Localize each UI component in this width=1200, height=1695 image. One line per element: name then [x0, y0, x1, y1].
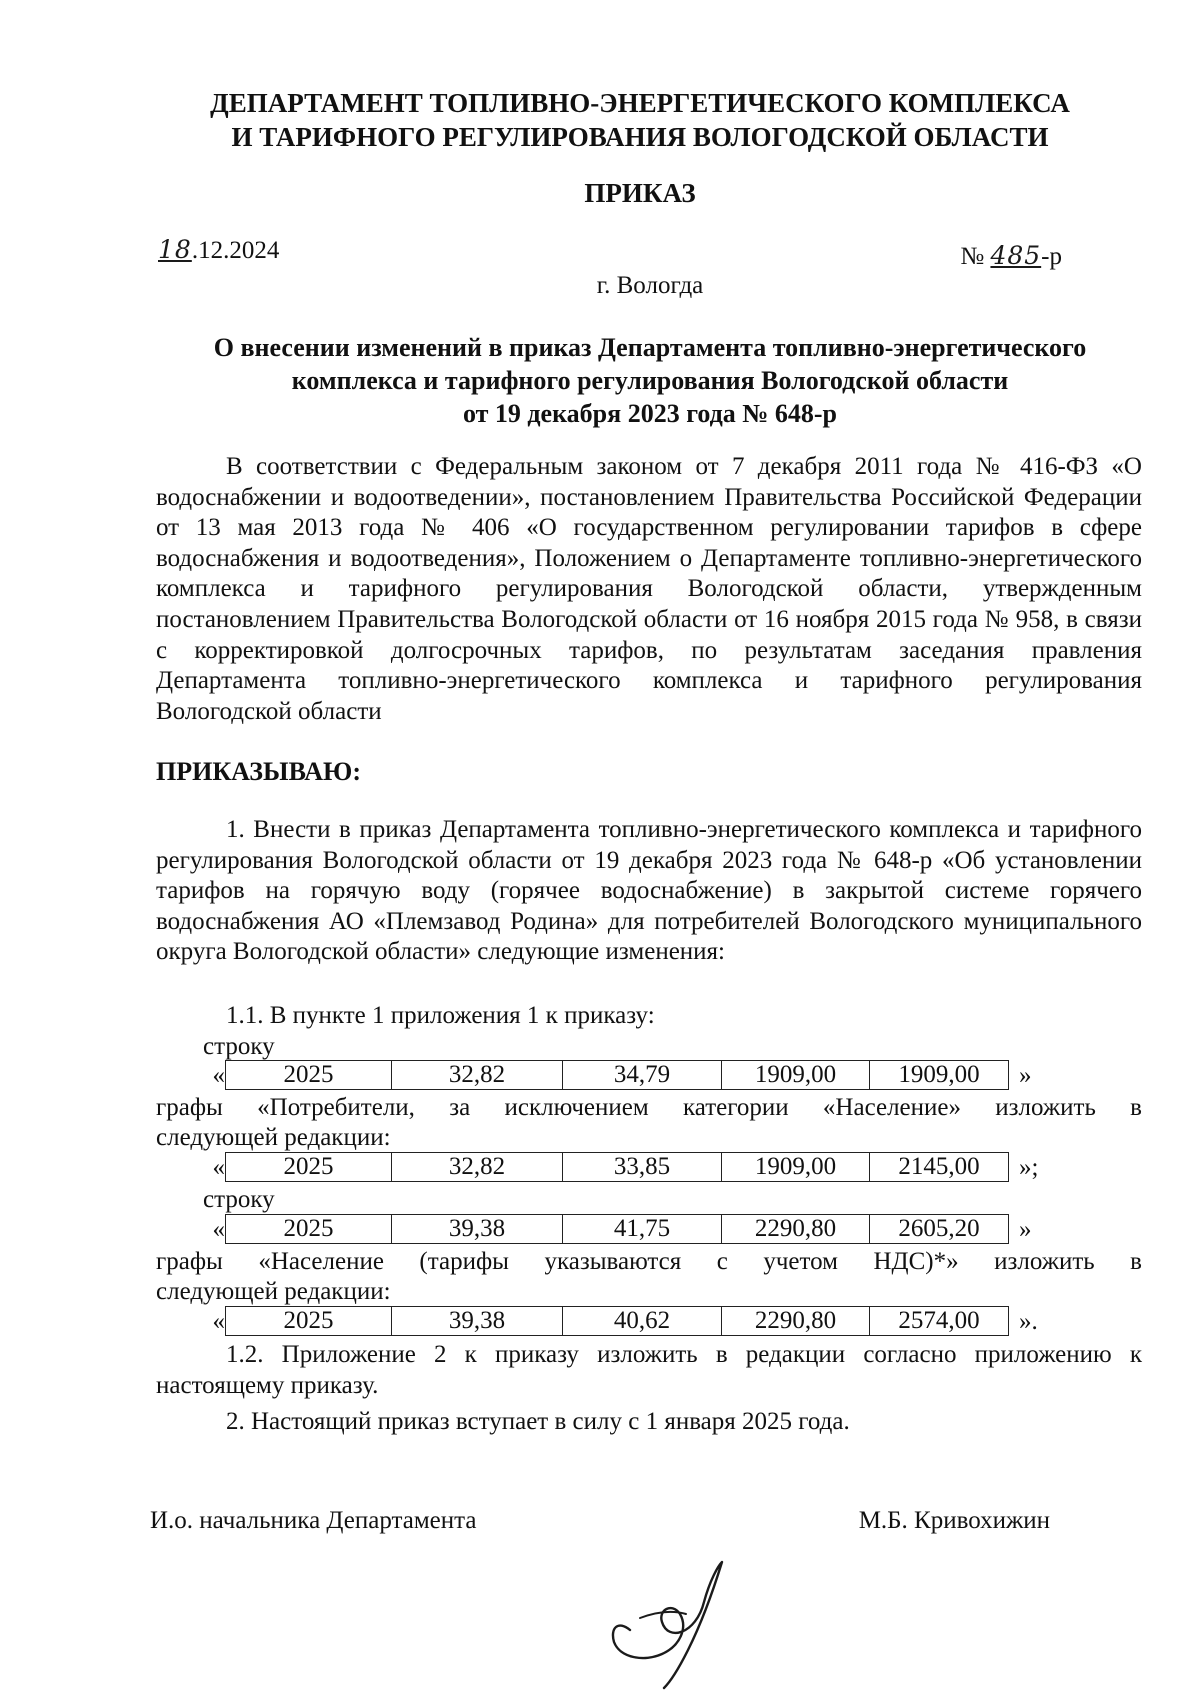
document-type: ПРИКАЗ — [584, 178, 696, 208]
cell-tariff-3: 2290,80 — [722, 1215, 870, 1243]
subject-line-1: О внесении изменений в приказ Департамента топливно-энергетического — [213, 333, 1087, 362]
table-row — [225, 1152, 1009, 1182]
signatory-position: И.о. начальника Департамента — [150, 1507, 477, 1534]
tariff-row-new-population — [203, 1306, 1038, 1336]
table-row — [225, 1214, 1009, 1244]
cell-tariff-4: 2145,00 — [898, 1153, 980, 1180]
document-number — [960, 240, 1062, 272]
handwritten-signature-icon — [600, 1558, 740, 1690]
number-prefix: № — [960, 243, 985, 270]
row-open-quote: « — [212, 1061, 225, 1089]
header-line-2: И ТАРИФНОГО РЕГУЛИРОВАНИЯ ВОЛОГОДСКОЙ ОБЛАСТИ — [231, 122, 1049, 152]
date-day-handwritten: 18 — [158, 235, 192, 264]
item-1-paragraph: 1. Внести в приказ Департамента топливно-энергетического комплекса и тарифного регулирования Вологодской области от 19 декабря 2023 года № 648-р «Об установлении тарифов на горячую воду (горячее водоснабжение) в закрытой системе горячего водоснабжения АО «Племзавод Родина» для потребителей Вологодского муниципального округа Вологодской области» следующие изменения: — [156, 816, 1142, 966]
cell-tariff-1: 39,38 — [392, 1307, 563, 1335]
cell-year: 2025 — [226, 1215, 392, 1243]
stroku-label-2: строку — [203, 1186, 275, 1213]
sled-redakcii-2: следующей редакции: — [156, 1278, 391, 1305]
cell-tariff-2: 40,62 — [563, 1307, 722, 1335]
cell-tariff-2: 41,75 — [563, 1215, 722, 1243]
row-close-quote: » — [1019, 1215, 1032, 1243]
tariff-row-new-consumers — [203, 1152, 1038, 1182]
tariff-row-old-population — [203, 1214, 1032, 1244]
cell-tariff-4: 2574,00 — [898, 1307, 980, 1334]
subject-line-2: комплекса и тарифного регулирования Вологодской области — [291, 366, 1009, 395]
signatory-name: М.Б. Кривохижин — [858, 1507, 1050, 1534]
document-date — [158, 234, 279, 266]
row-close-quote: ». — [1019, 1307, 1038, 1335]
department-header — [150, 86, 1130, 154]
cell-tariff-1: 32,82 — [392, 1061, 563, 1089]
cell-tariff-3: 1909,00 — [722, 1153, 870, 1181]
number-handwritten: 485 — [990, 241, 1042, 270]
cell-tariff-2: 33,85 — [563, 1153, 722, 1181]
cell-year: 2025 — [226, 1061, 392, 1089]
number-suffix: -р — [1041, 243, 1062, 270]
row-close-quote: » — [1019, 1061, 1032, 1089]
cell-tariff-1: 39,38 — [392, 1215, 563, 1243]
stroku-label-1: строку — [203, 1033, 275, 1060]
sled-redakcii-1: следующей редакции: — [156, 1124, 391, 1151]
cell-tariff-3: 1909,00 — [722, 1061, 870, 1089]
item-1-1-text: 1.1. В пункте 1 приложения 1 к приказу: — [226, 1002, 655, 1029]
grafy-consumers-text: графы «Потребители, за исключением категории «Население» изложить в — [156, 1094, 1142, 1121]
preamble-paragraph: В соответствии с Федеральным законом от 7 декабря 2011 года № 416-ФЗ «О водоснабжении и водоотведении», постановлением Правительства Российской Федерации от 13 мая 2013 года № 406 «О государственном регулировании тарифов в сфере водоснабжения и водоотведения», Положением о Департаменте топливно-энергетического комплекса и тарифного регулирования Вологодской области, утвержденным постановлением Правительства Вологодской области от 16 ноября 2015 года № 958, в связи с корректировкой долгосрочных тарифов, по результатам заседания правления Департамента топливно-энергетического комплекса и тарифного регулирования Вологодской области — [156, 453, 1142, 725]
cell-tariff-1: 32,82 — [392, 1153, 563, 1181]
date-rest: .12.2024 — [191, 237, 280, 264]
cell-year: 2025 — [226, 1307, 392, 1335]
cell-tariff-2: 34,79 — [563, 1061, 722, 1089]
document-city: г. Вологда — [596, 272, 704, 299]
row-open-quote: « — [212, 1215, 225, 1243]
item-1-2-paragraph: 1.2. Приложение 2 к приказу изложить в редакции согласно приложению к настоящему приказу. — [156, 1341, 1142, 1399]
row-open-quote: « — [212, 1307, 225, 1335]
table-row — [225, 1306, 1009, 1336]
cell-tariff-4: 1909,00 — [898, 1061, 980, 1088]
document-subject — [150, 331, 1150, 430]
row-open-quote: « — [212, 1153, 225, 1181]
subject-line-3: от 19 декабря 2023 года № 648-р — [462, 399, 838, 428]
grafy-population-text: графы «Население (тарифы указываются с учетом НДС)*» изложить в — [156, 1248, 1142, 1275]
cell-tariff-3: 2290,80 — [722, 1307, 870, 1335]
header-line-1: ДЕПАРТАМЕНТ ТОПЛИВНО-ЭНЕРГЕТИЧЕСКОГО КОМПЛЕКСА — [210, 88, 1070, 118]
cell-year: 2025 — [226, 1153, 392, 1181]
tariff-row-old-consumers — [203, 1060, 1032, 1090]
item-2-text: 2. Настоящий приказ вступает в силу с 1 января 2025 года. — [226, 1408, 850, 1435]
row-close-quote: »; — [1019, 1153, 1039, 1181]
order-word: ПРИКАЗЫВАЮ: — [156, 757, 361, 786]
cell-tariff-4: 2605,20 — [898, 1215, 980, 1242]
table-row — [225, 1060, 1009, 1090]
